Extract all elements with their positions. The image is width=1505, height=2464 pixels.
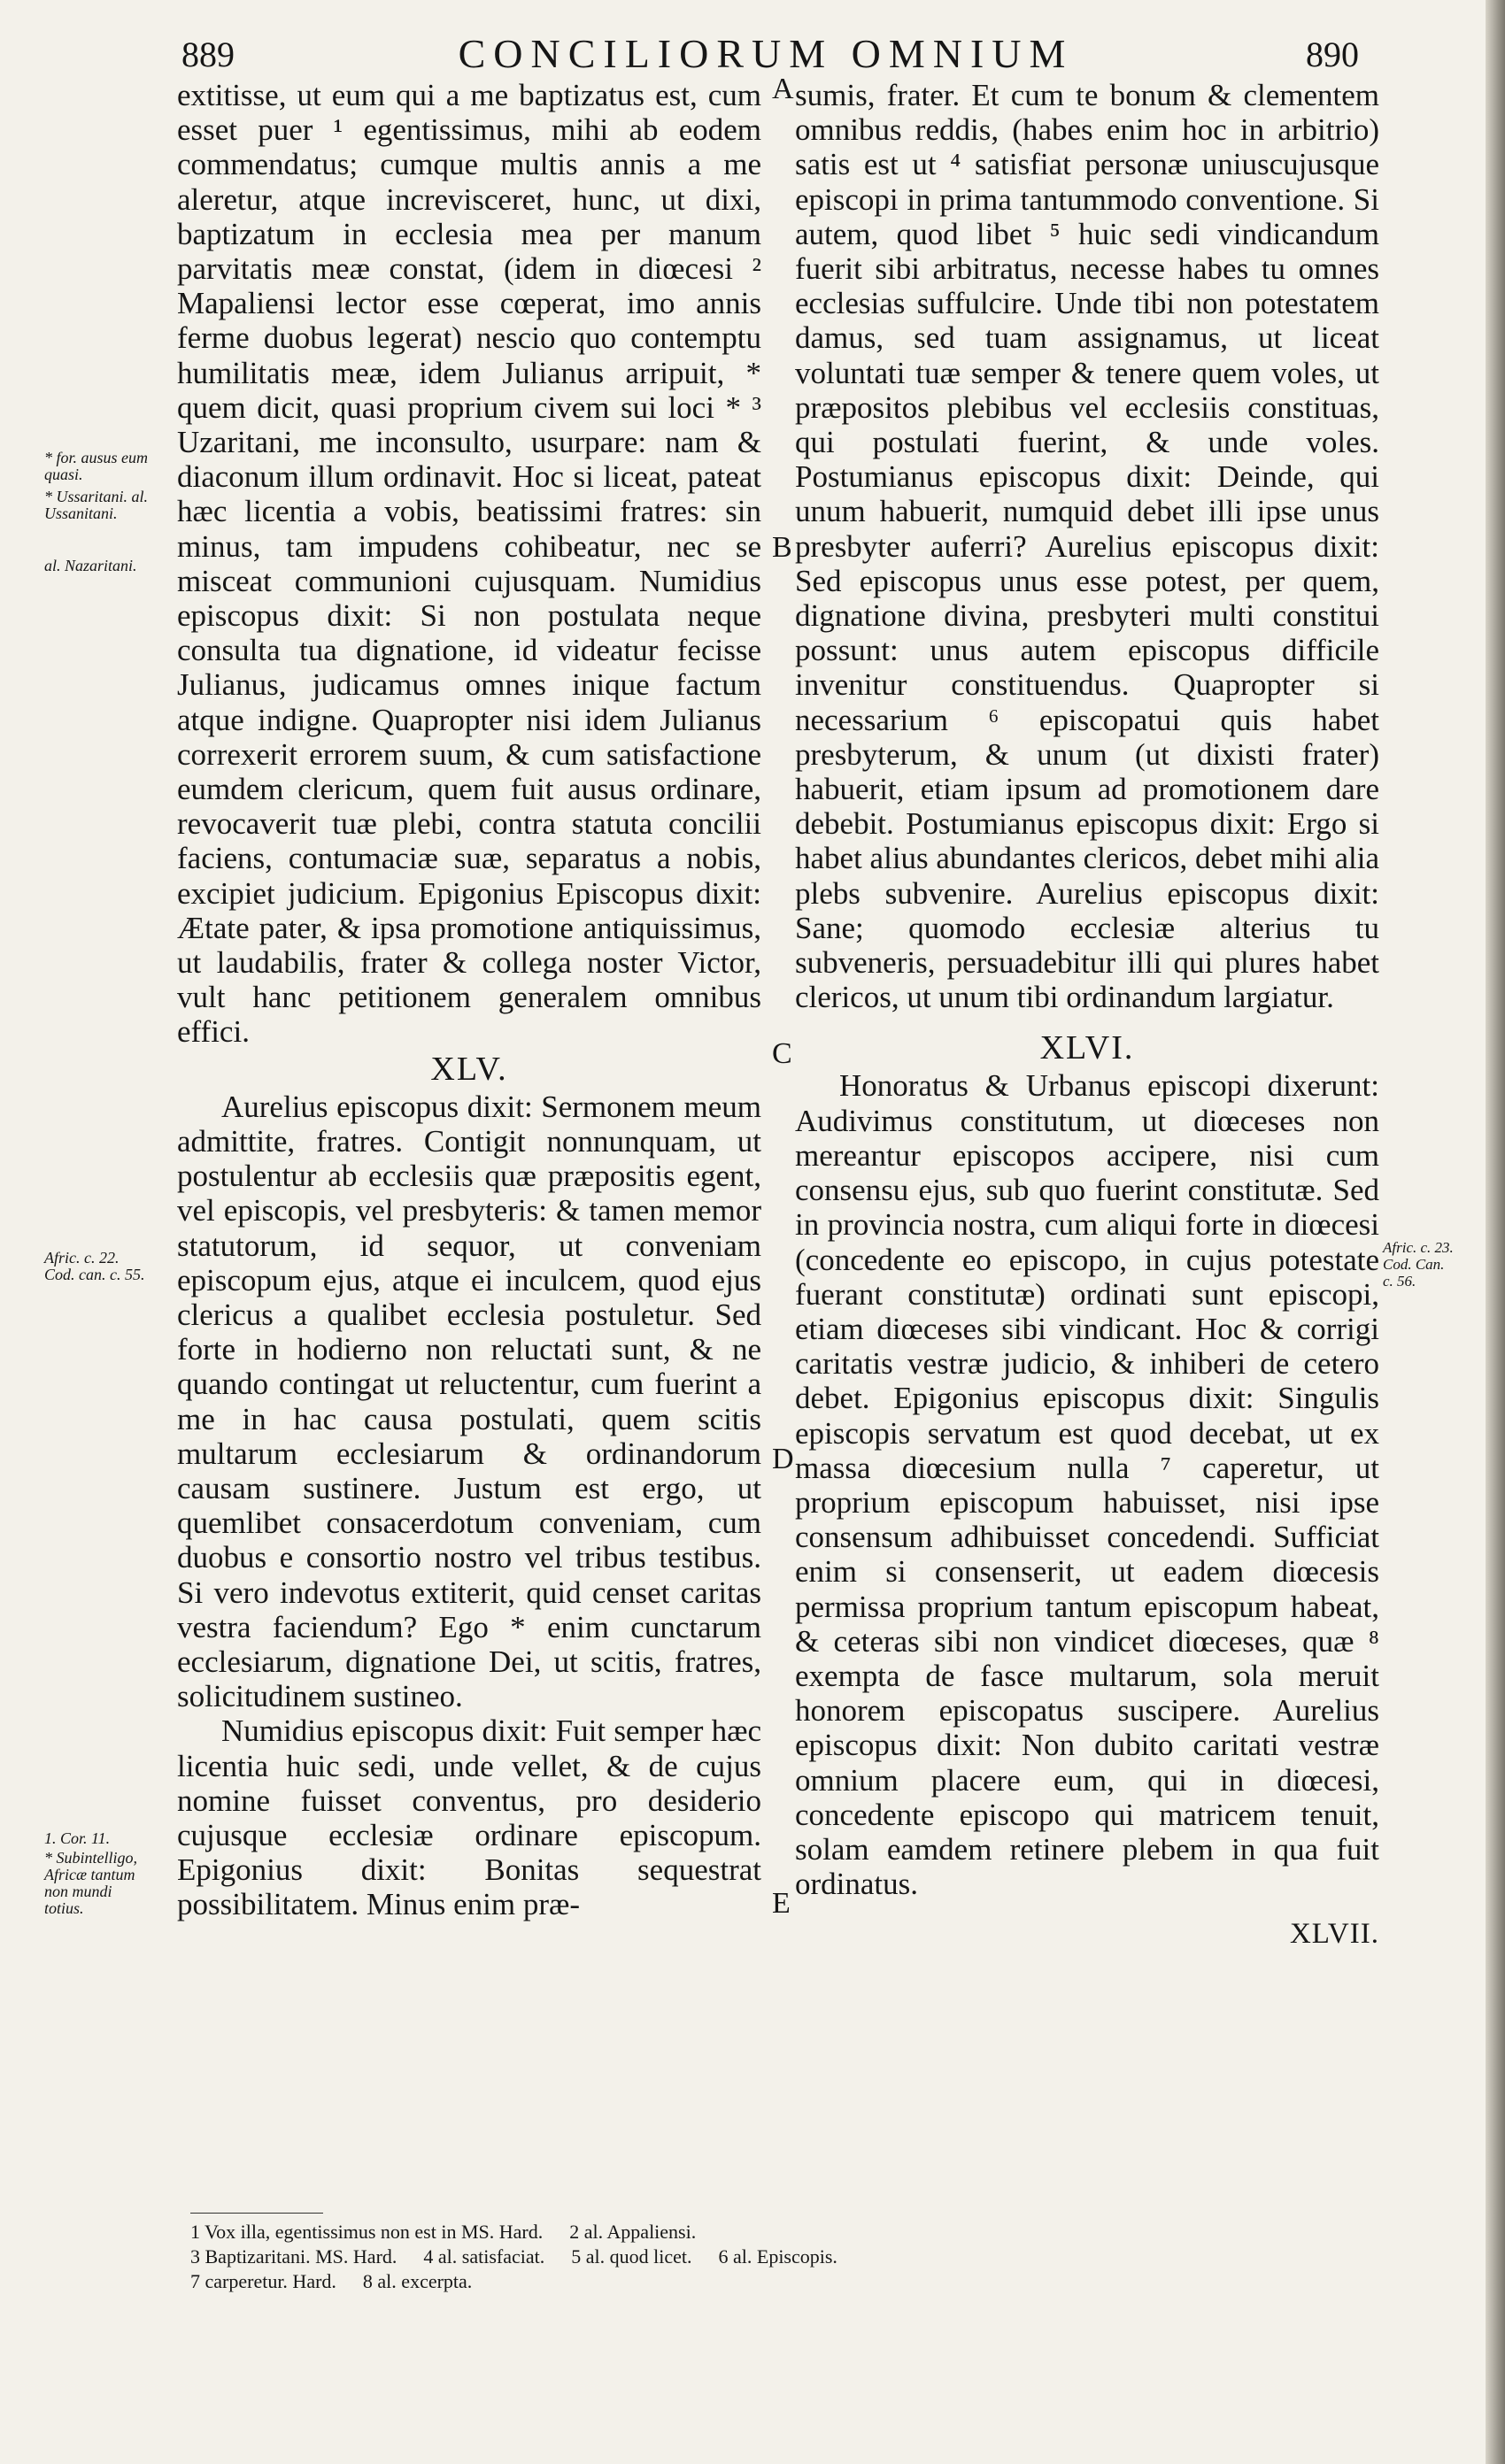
section-heading-xlvi: XLVI.: [1039, 1029, 1135, 1067]
footnote-3: 3 Baptizaritani. MS. Hard.: [190, 2245, 397, 2268]
footnote-8: 8 al. excerpta.: [362, 2270, 473, 2292]
left-paragraph-1: extitisse, ut eum qui a me baptizatus est, cum esset puer ¹ egentissimus, mihi ab eodem commendatus; cumque multis annis a me aleretur, atque increvisceret, hunc, ut dixi, baptizatum in ecclesia mea per manum parvitatis meæ constat, (idem in diœcesi ² Mapaliensi lector esse cœperat, imo annis ferme duobus legerat) nescio quo contemptu humilitatis meæ, idem Julianus arripuit, * quem dicit, quasi proprium civem sui loci * ³ Uzaritani, me inconsulto, usurpare: nam & diaconum illum ordinavit. Hoc si liceat, pateat hæc licentia a vobis, beatissimi fratres: sin minus, tam impudens cohibeatur, nec se misceat communioni cujusquam. Numidius episcopus dixit: Si non postulata neque consulta tua dignatione, id videatur fecisse Julianus, judicamus omnes inique factum atque indigne. Quapropter nisi idem Julianus correxerit errorem suum, & cum satisfactione eumdem clericum, quem fuit ausus ordinare, revocaverit tuæ plebi, contra statuta concilii faciens, contumaciæ suæ, separatus a nobis, excipiet judicium. Epigonius Episcopus dixit: Ætate pater, & ipsa promotione antiquissimus, ut laudabilis, frater & collega noster Victor, vult hanc petitionem generalem omnibus effici.: [177, 78, 761, 1050]
left-column: [177, 78, 761, 1922]
right-paragraph-2: Honoratus & Urbanus episcopi dixerunt: Audivimus constitutum, ut diœceses non mereantur episcopos accipere, nisi cum consensu ejus, sub quo fuerint constitutæ. Sed in provincia nostra, cum aliqui forte in diœcesi (concedente eo episcopo, in cujus potestate fuerant constitutæ) ordinati sunt episcopi, etiam diœceses sibi vindicant. Hoc & corrigi caritatis vestræ judicio, & inhiberi de cetero debet. Epigonius episcopus dixit: Singulis episcopis servatum est quod decebat, ut ex massa diœcesium nulla ⁷ caperetur, ut proprium episcopum habuisset, nisi ipse consensum adhibuisset concedendi. Sufficiat enim si consenserit, ut eadem diœcesis permissa proprium tantum episcopum habeat, & ceteras sibi non vindicet diœceses, quæ ⁸ exempta de fasce multarum, sola meruit honorem episcopatus suscipere. Aurelius episcopus dixit: Non dubito caritati vestræ omnium placere eum, qui in diœcesi, concedente episcopo qui matricem tenuit, solam eamdem retinere plebem in qua fuit ordinatus.: [795, 1068, 1379, 1902]
footnote-6: 6 al. Episcopis.: [718, 2245, 837, 2268]
left-paragraph-2: Aurelius episcopus dixit: Sermonem meum admittite, fratres. Contigit nonnunquam, ut postulentur ab ecclesiis quæ præpositis egent, vel episcopis, vel presbyteris: & tamen memor statutorum, id sequor, ut conveniam episcopum ejus, atque ei inculcem, quod ejus clericus a qualibet ecclesia postuletur. Sed forte in hodierno non reluctati sunt, & ne quando contingat ut reluctentur, cum fuerint a me in hac causa postulati, quem scitis multarum ecclesiarum & ordinandorum causam sustinere. Justum est ergo, ut quemlibet consacerdotum conveniam, cum duobus e consortio nostro vel tribus testibus. Si vero indevotus extiterit, quid censet caritas vestra faciendum? Ego * enim cunctarum ecclesiarum, dignatione Dei, ut scitis, fratres, solicitudinem sustineo.: [177, 1089, 761, 1714]
section-heading-xlvii: XLVII.: [1289, 1918, 1379, 1951]
footnote-2: 2 al. Appaliensi.: [569, 2221, 697, 2243]
running-title: CONCILIORUM OMNIUM: [458, 31, 1074, 76]
margin-letter-e: E: [772, 1887, 791, 1920]
page-edge-shadow: [1486, 0, 1505, 2464]
footnote-7: 7 carperetur. Hard.: [190, 2270, 336, 2292]
left-paragraph-3: Numidius episcopus dixit: Fuit semper hæc licentia huic sedi, unde vellet, & de cujus nomine fuisset conventus, pro desiderio cujusque ecclesiæ ordinare episcopum. Epigonius dixit: Bonitas sequestrat possibilitatem. Minus enim præ-: [177, 1713, 761, 1922]
side-note-1: * for. ausus eum quasi.: [44, 449, 149, 483]
page-number-right: 890: [1306, 35, 1359, 74]
right-column: [795, 78, 1379, 1952]
footnote-5: 5 al. quod licet.: [571, 2245, 692, 2268]
side-note-4: Afric. c. 22. Cod. can. c. 55.: [44, 1249, 145, 1283]
side-note-5: 1. Cor. 11.: [44, 1829, 111, 1847]
page-number-left: 889: [181, 35, 235, 74]
side-note-6: * Subintelligo, Africæ tantum non mundi totius.: [44, 1849, 137, 1917]
margin-letter-a: A: [772, 73, 794, 105]
footnotes: [190, 2220, 1359, 2294]
footnote-4: 4 al. satisfaciat.: [423, 2245, 545, 2268]
section-heading-xlv: XLV.: [430, 1050, 508, 1088]
footnote-1: 1 Vox illa, egentissimus non est in MS. Hard.: [190, 2221, 544, 2243]
footnote-rule: [190, 2213, 323, 2214]
margin-letter-b: B: [772, 531, 792, 564]
side-note-2: * Ussaritani. al. Ussanitani.: [44, 488, 149, 522]
page-header: [173, 28, 1359, 81]
side-note-3: al. Nazaritani.: [44, 557, 137, 574]
right-paragraph-1: sumis, frater. Et cum te bonum & clementem omnibus reddis, (habes enim hoc in arbitrio) satis est ut ⁴ satisfiat personæ uniuscujusque episcopi in prima tantummodo conventione. Si autem, quod libet ⁵ huic sedi vindicandum fuerit sibi arbitratus, necesse habes tu omnes ecclesias suffulcire. Unde tibi non potestatem damus, sed tuam assignamus, ut liceat voluntati tuæ semper & tenere quem voles, ut præpositos plebibus vel ecclesiis constituas, qui postulati fuerint, & unde voles. Postumianus episcopus dixit: Deinde, qui unum habuerit, numquid debet illi ipse unus presbyter auferri? Aurelius episcopus dixit: Sed episcopus unus esse potest, per quem, dignatione divina, presbyteri multi constitui possunt: unus autem episcopus difficile invenitur constituendus. Quapropter si necessarium ⁶ episcopatui quis habet presbyterum, & unum (ut dixisti frater) habuerit, etiam ipsum ad promotionem dare debebit. Postumianus episcopus dixit: Ergo si habet alius abundantes clericos, debet mihi alia plebs subvenire. Aurelius episcopus dixit: Sane; quomodo ecclesiæ alterius tu subveneris, persuadebitur illi qui plures habet clericos, ut unum tibi ordinandum largiatur.: [795, 78, 1379, 1015]
margin-letter-c: C: [772, 1037, 792, 1070]
margin-letter-d: D: [772, 1443, 794, 1475]
side-note-right-1: Afric. c. 23. Cod. Can. c. 56.: [1383, 1239, 1454, 1290]
